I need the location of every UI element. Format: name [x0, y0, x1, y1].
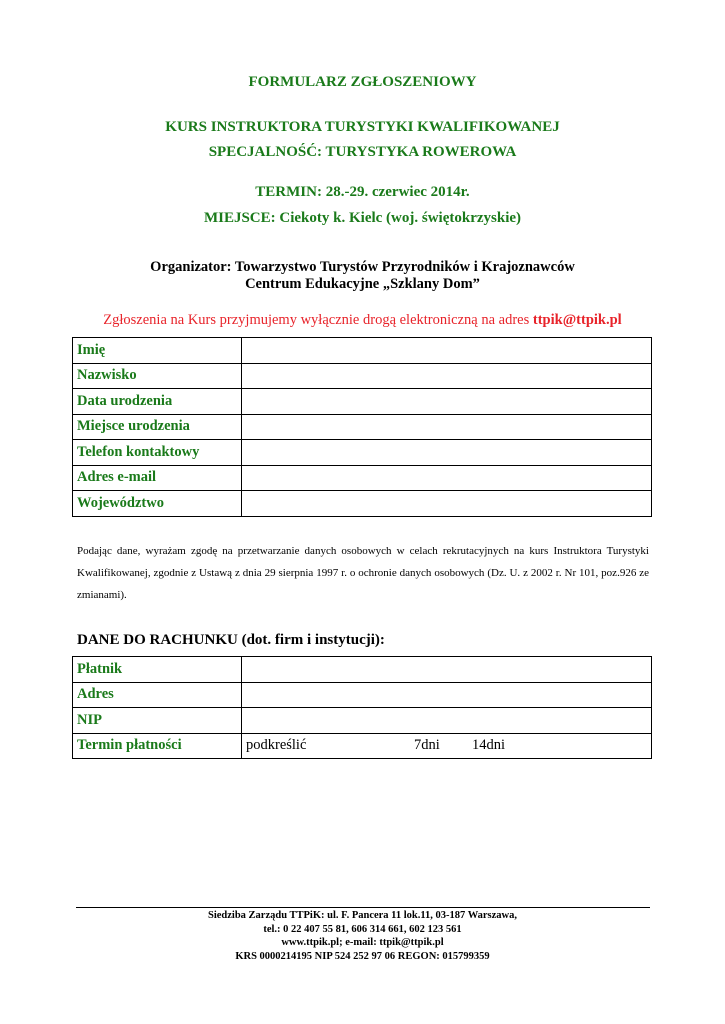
footer-divider — [76, 907, 650, 908]
payment-instruction: podkreślić — [246, 737, 307, 754]
field-label-first-name: Imię — [73, 338, 242, 364]
course-specialty: SPECJALNOŚĆ: TURYSTYKA ROWEROWA — [208, 144, 517, 160]
table-row — [73, 440, 652, 466]
field-label-birth-place: Miejsce urodzenia — [73, 414, 242, 440]
table-row — [73, 465, 652, 491]
field-input-phone[interactable] — [242, 440, 652, 466]
table-row — [73, 363, 652, 389]
field-label-address: Adres — [73, 682, 242, 708]
field-label-email: Adres e-mail — [73, 465, 242, 491]
notice-text: Zgłoszenia na Kurs przyjmujemy wyłącznie drogą elektroniczną na adres — [103, 312, 533, 328]
field-label-nip: NIP — [73, 708, 242, 734]
field-input-birth-date[interactable] — [242, 389, 652, 415]
footer — [0, 909, 725, 963]
consent-text: Podając dane, wyrażam zgodę na przetwarzanie danych osobowych w celach rekrutacyjnych na kurs Instruktora Turystyki Kwalifikowanej, zgodnie z Ustawą z dnia 29 sierpnia 1997 r. o ochronie danych osobowych (Dz. U. z 2002 r. Nr 101, poz.926 ze zmianami). — [77, 545, 649, 601]
field-label-voivodeship: Województwo — [73, 491, 242, 517]
field-input-payer[interactable] — [242, 657, 652, 683]
footer-phone: tel.: 0 22 407 55 81, 606 314 661, 602 123 561 — [263, 923, 462, 935]
personal-data-table — [72, 337, 652, 517]
field-label-birth-date: Data urodzenia — [73, 389, 242, 415]
table-row — [73, 389, 652, 415]
organizer-line-2: Centrum Edukacyjne „Szklany Dom” — [245, 276, 480, 292]
form-title: FORMULARZ ZGŁOSZENIOWY — [248, 74, 477, 90]
field-label-payer: Płatnik — [73, 657, 242, 683]
field-input-voivodeship[interactable] — [242, 491, 652, 517]
course-date: TERMIN: 28.-29. czerwiec 2014r. — [255, 184, 470, 200]
field-input-nip[interactable] — [242, 708, 652, 734]
billing-title: DANE DO RACHUNKU (dot. firm i instytucji): — [77, 632, 385, 648]
field-label-last-name: Nazwisko — [73, 363, 242, 389]
field-input-birth-place[interactable] — [242, 414, 652, 440]
billing-table — [72, 656, 652, 759]
footer-address: Siedziba Zarządu TTPiK: ul. F. Pancera 11 lok.11, 03-187 Warszawa, — [208, 910, 517, 921]
course-place: MIEJSCE: Ciekoty k. Kielc (woj. świętokrzyskie) — [203, 210, 522, 226]
notice-email[interactable]: ttpik@ttpik.pl — [532, 312, 622, 328]
table-row — [73, 682, 652, 708]
table-row — [73, 338, 652, 364]
field-label-phone: Telefon kontaktowy — [73, 440, 242, 466]
table-row — [73, 657, 652, 683]
payment-term-options — [242, 733, 652, 759]
field-input-last-name[interactable] — [242, 363, 652, 389]
course-name: KURS INSTRUKTORA TURYSTYKI KWALIFIKOWANEJ — [165, 119, 560, 135]
payment-option-7-days[interactable]: 7dni — [414, 737, 440, 754]
table-row — [73, 733, 652, 759]
table-row — [73, 708, 652, 734]
table-row — [73, 414, 652, 440]
field-input-address[interactable] — [242, 682, 652, 708]
payment-option-14-days[interactable]: 14dni — [472, 737, 506, 754]
submission-notice — [0, 312, 725, 329]
table-row — [73, 491, 652, 517]
organizer-line-1: Organizator: Towarzystwo Turystów Przyrodników i Krajoznawców — [150, 259, 575, 275]
field-input-first-name[interactable] — [242, 338, 652, 364]
footer-web-email: www.ttpik.pl; e-mail: ttpik@ttpik.pl — [281, 937, 444, 948]
field-input-email[interactable] — [242, 465, 652, 491]
footer-registry: KRS 0000214195 NIP 524 252 97 06 REGON: 015799359 — [235, 950, 490, 962]
field-label-payment-term: Termin płatności — [73, 733, 242, 759]
